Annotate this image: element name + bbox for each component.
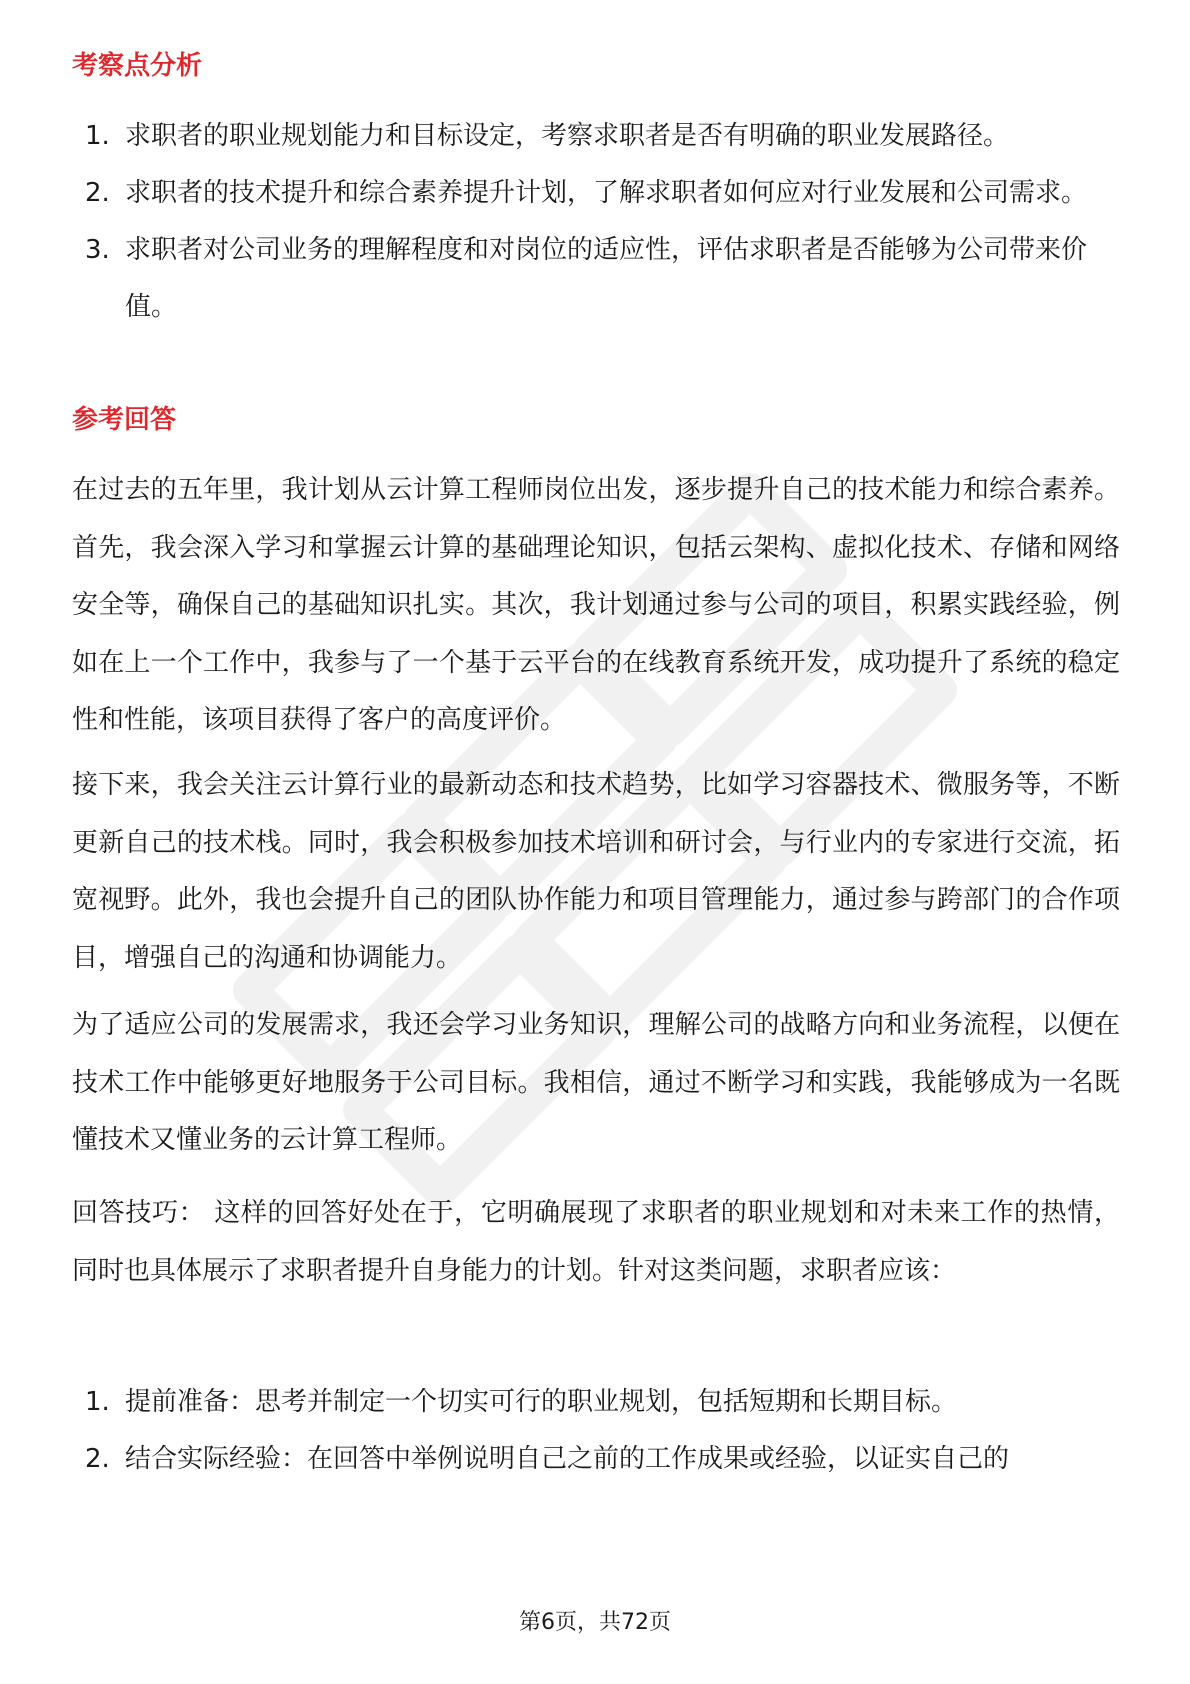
answer-tips-paragraph: 回答技巧： 这样的回答好处在于，它明确展现了求职者的职业规划和对未来工作的热情，同时也具体展示了求职者提升自身能力的计划。针对这类问题，求职者应该： [72, 1198, 1120, 1286]
list-item-text: 结合实际经验：在回答中举例说明自己之前的工作成果或经验，以证实自己的 [125, 1444, 1010, 1474]
list-item [0, 165, 1190, 222]
tips-list [0, 1374, 1190, 1488]
section-title-analysis: 考察点分析 [72, 51, 203, 81]
list-item-text: 求职者对公司业务的理解程度和对岗位的适应性，评估求职者是否能够为公司带来价值。 [125, 235, 1088, 322]
list-item-number: 1. [85, 121, 110, 151]
list-item [0, 108, 1190, 165]
list-item-number: 2. [85, 1444, 110, 1474]
page-footer: 第6页，共72页 [519, 1610, 671, 1635]
answer-paragraph: 为了适应公司的发展需求，我还会学习业务知识，理解公司的战略方向和业务流程，以便在技术工作中能够更好地服务于公司目标。我相信，通过不断学习和实践，我能够成为一名既懂技术又懂业务的云计算工程师。 [72, 1010, 1120, 1155]
list-item-text: 提前准备：思考并制定一个切实可行的职业规划，包括短期和长期目标。 [125, 1387, 958, 1417]
list-item-text: 求职者的职业规划能力和目标设定，考察求职者是否有明确的职业发展路径。 [125, 121, 1010, 151]
list-item [0, 1431, 1190, 1488]
answer-paragraph: 接下来，我会关注云计算行业的最新动态和技术趋势，比如学习容器技术、微服务等，不断更新自己的技术栈。同时，我会积极参加技术培训和研讨会，与行业内的专家进行交流，拓宽视野。此外，我也会提升自己的团队协作能力和项目管理能力，通过参与跨部门的合作项目，增强自己的沟通和协调能力。 [72, 770, 1120, 973]
list-item-number: 1. [85, 1387, 110, 1417]
answer-paragraph: 在过去的五年里，我计划从云计算工程师岗位出发，逐步提升自己的技术能力和综合素养。首先，我会深入学习和掌握云计算的基础理论知识，包括云架构、虚拟化技术、存储和网络安全等，确保自己的基础知识扎实。其次，我计划通过参与公司的项目，积累实践经验，例如在上一个工作中，我参与了一个基于云平台的在线教育系统开发，成功提升了系统的稳定性和性能，该项目获得了客户的高度评价。 [72, 475, 1120, 735]
section-title-answer: 参考回答 [72, 405, 177, 435]
analysis-list [0, 108, 1190, 336]
list-item-number: 2. [85, 178, 110, 208]
list-item-text: 求职者的技术提升和综合素养提升计划，了解求职者如何应对行业发展和公司需求。 [125, 178, 1088, 208]
list-item [0, 222, 1190, 336]
list-item [0, 1374, 1190, 1431]
list-item-number: 3. [85, 235, 110, 265]
